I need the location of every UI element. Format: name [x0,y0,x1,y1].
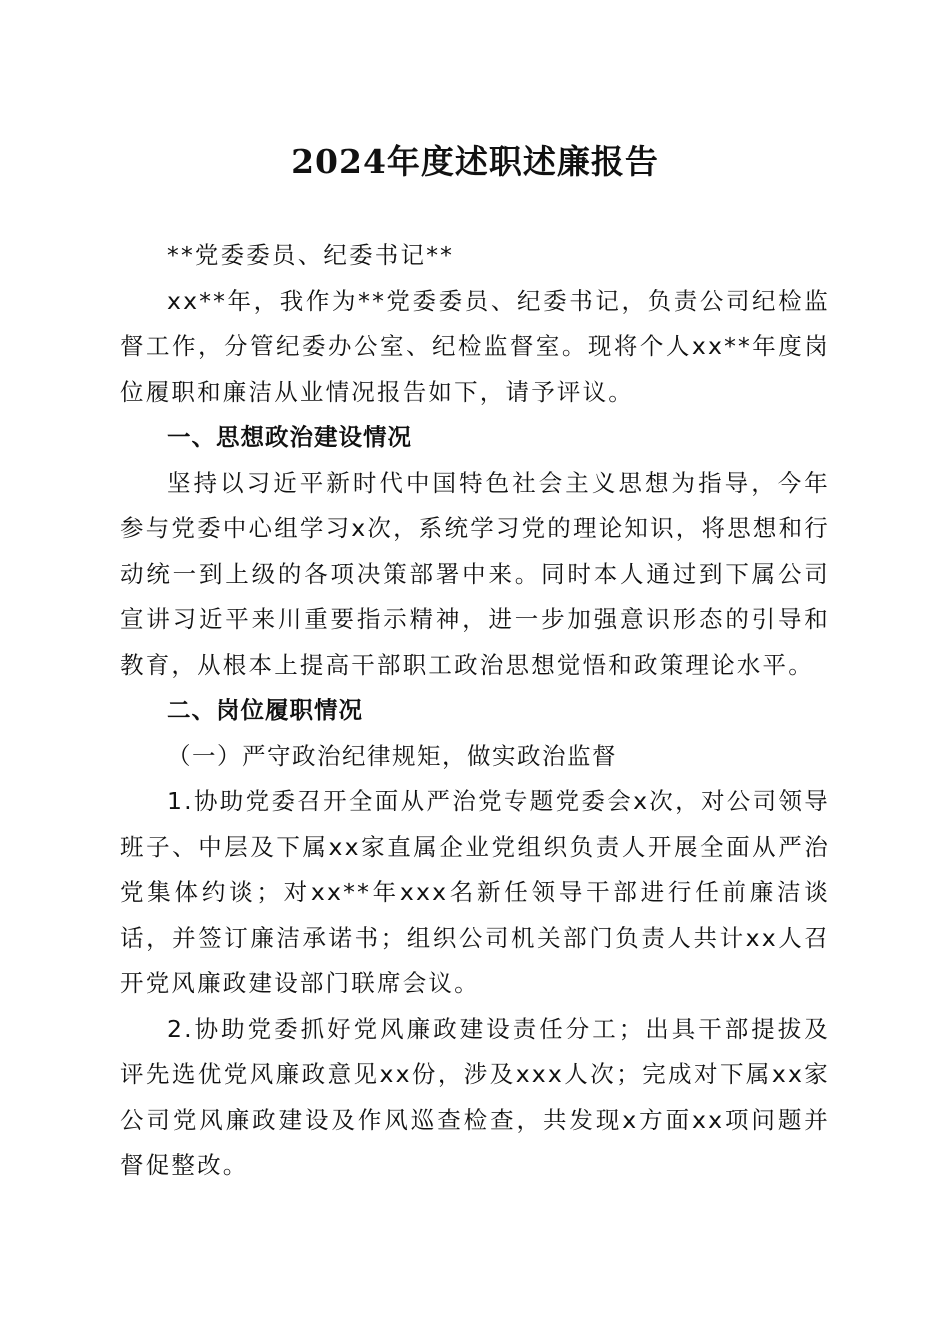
section-heading-2: 二、岗位履职情况 [167,696,363,724]
section-heading-1: 一、思想政治建设情况 [167,423,412,451]
document-title: 2024年度述职述廉报告 [291,142,659,181]
subsection-heading-1: （一）严守政治纪律规矩，做实政治监督 [167,741,617,770]
intro-paragraph: xx**年，我作为**党委委员、纪委书记，负责公司纪检监督工作，分管纪委办公室、纪检监督室。现将个人xx**年度岗位履职和廉洁从业情况报告如下，请予评议。 [120,286,830,406]
document-body [120,233,830,1189]
section-1-paragraph: 坚持以习近平新时代中国特色社会主义思想为指导，今年参与党委中心组学习x次，系统学习党的理论知识，将思想和行动统一到上级的各项决策部署中来。同时本人通过到下属公司宣讲习近平来川重要指示精神，进一步加强意识形态的引导和教育，从根本上提高干部职工政治思想觉悟和政策理论水平。 [120,468,831,679]
author-line: **党委委员、纪委书记** [167,241,455,269]
item-paragraph-2: 2.协助党委抓好党风廉政建设责任分工；出具干部提拔及评先选优党风廉政意见xx份，涉及xxx人次；完成对下属xx家公司党风廉政建设及作风巡查检查，共发现x方面xx项问题并督促整改。 [120,1014,830,1179]
item-paragraph-1: 1.协助党委召开全面从严治党专题党委会x次，对公司领导班子、中层及下属xx家直属企业党组织负责人开展全面从严治党集体约谈；对xx**年xxx名新任领导干部进行任前廉洁谈话，并签订廉洁承诺书；组织公司机关部门负责人共计xx人召开党风廉政建设部门联席会议。 [120,787,830,997]
